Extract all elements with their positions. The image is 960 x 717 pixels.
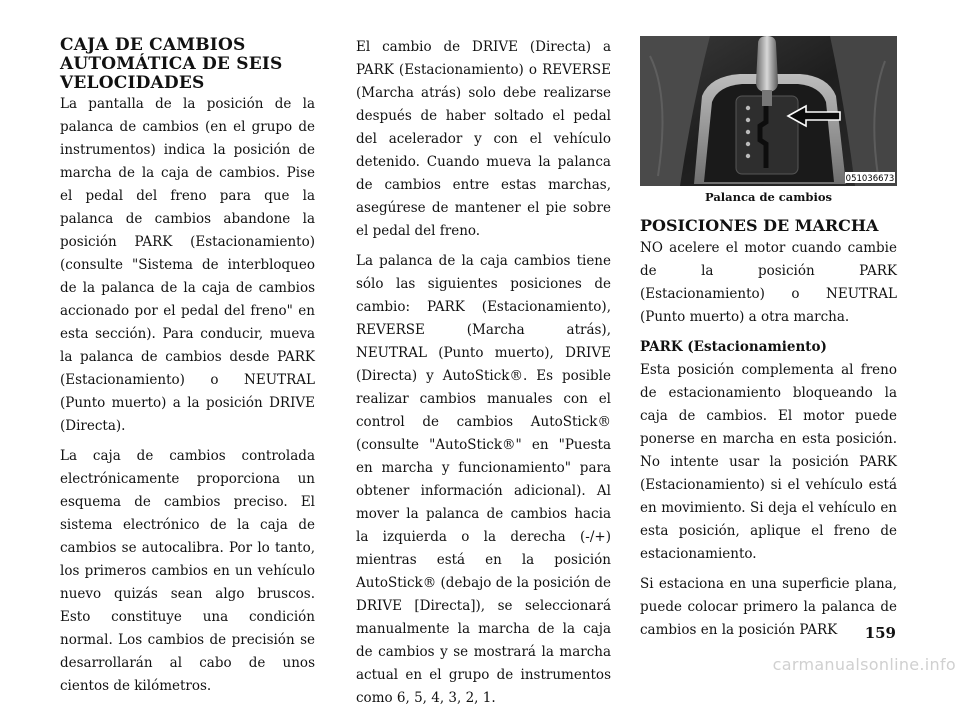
subheading-park: PARK (Estacionamiento)	[640, 339, 827, 355]
body-paragraph: La caja de cambios controlada electrónicamente proporciona un esquema de cambios preciso. El sistema electrónico de la caja de cambios se autocalibra. Por lo tanto, los primeros cambios en un vehículo nuevo quizás sean algo bruscos. Esto constituye una condición normal. Los cambios de precisión se desarrollarán al cabo de unos cientos de kilómetros.	[60, 448, 315, 694]
section-title: CAJA DE CAMBIOS AUTOMÁTICA DE SEIS VELOCIDADES	[60, 35, 283, 93]
watermark: carmanualsonline.info	[772, 655, 956, 674]
body-paragraph: NO acelere el motor cuando cambie de la posición PARK (Estacionamiento) o NEUTRAL (Punto muerto) a otra marcha.	[640, 240, 897, 325]
section-heading-positions: POSICIONES DE MARCHA	[640, 216, 879, 235]
body-paragraph: Si estaciona en una superficie plana, puede colocar primero la palanca de cambios en la posición PARK	[640, 576, 897, 638]
figure-caption: Palanca de cambios	[705, 190, 832, 204]
body-paragraph: La pantalla de la posición de la palanca de cambios (en el grupo de instrumentos) indica la posición de marcha de la caja de cambios. Pise el pedal del freno para que la palanca de cambios abandone la posición PARK (Estacionamiento) (consulte "Sistema de interbloqueo de la palanca de la caja de cambios accionado por el pedal del freno" en esta sección). Para conducir, mueva la palanca de cambios desde PARK (Estacionamiento) o NEUTRAL (Punto muerto) a la posición DRIVE (Directa).	[60, 96, 315, 434]
column-middle	[356, 36, 611, 717]
gear-shifter-photo	[640, 36, 897, 186]
body-paragraph: El cambio de DRIVE (Directa) a PARK (Estacionamiento) o REVERSE (Marcha atrás) solo debe realizarse después de haber soltado el pedal del acelerador y con el vehículo detenido. Cuando mueva la palanca de cambios entre estas marchas, asegúrese de mantener el pie sobre el pedal del freno.	[356, 39, 611, 239]
body-paragraph: Esta posición complementa al freno de estacionamiento bloqueando la caja de cambios. El motor puede ponerse en marcha en esta posición. No intente usar la posición PARK (Estacionamiento) si el vehículo está en movimiento. Si deja el vehículo en esta posición, aplique el freno de estacionamiento.	[640, 362, 897, 562]
body-paragraph: La palanca de la caja cambios tiene sólo las siguientes posiciones de cambio: PARK (Estacionamiento), REVERSE (Marcha atrás), NEUTRAL (Punto muerto), DRIVE (Directa) y AutoStick®. Es posible realizar cambios manuales con el control de cambios AutoStick® (consulte "AutoStick®" en "Puesta en marcha y funcionamiento" para obtener información adicional). Al mover la palanca de cambios hacia la izquierda o la derecha (-/+) mientras está en la posición AutoStick® (debajo de la posición de DRIVE [Directa]), se seleccionará manualmente la marcha de la caja de cambios y se mostrará la marcha actual en el grupo de instrumentos como 6, 5, 4, 3, 2, 1.	[356, 253, 611, 706]
column-right	[640, 36, 897, 649]
figure-code: 051036673	[845, 174, 895, 184]
page-number: 159	[864, 624, 896, 642]
column-left	[60, 36, 315, 705]
